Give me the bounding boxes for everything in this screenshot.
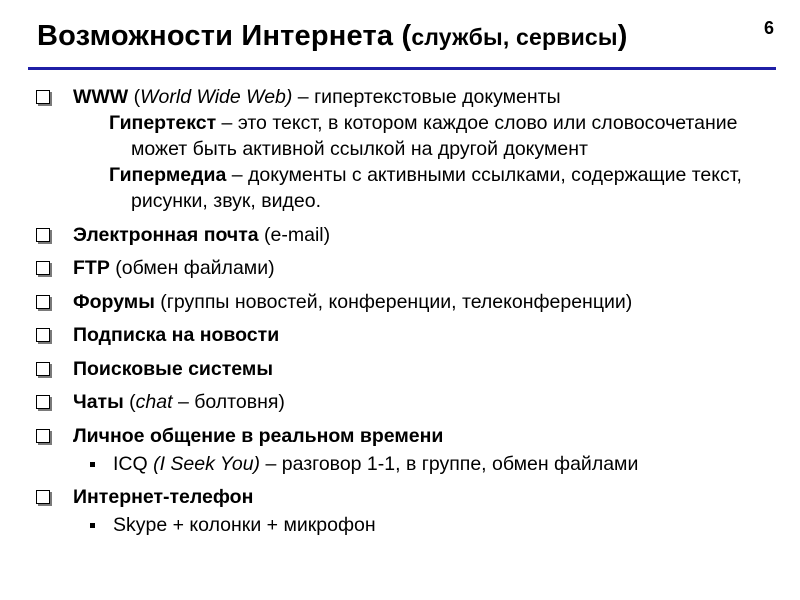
checkbox-bullet-icon: [36, 228, 50, 242]
slide-title: [37, 20, 628, 53]
checkbox-bullet-icon: [36, 362, 50, 376]
bullet-ftp: [33, 255, 778, 281]
bullet-www: [33, 84, 778, 214]
sub-term: Гипермедиа: [109, 164, 227, 186]
sub-text: – это текст, в котором каждое слово или словосочетание может быть активной ссылкой на другой документ: [131, 112, 738, 160]
bullet-term: FTP: [73, 257, 110, 279]
title-paren: службы, сервисы: [411, 24, 618, 50]
slide-number: 6: [763, 18, 774, 38]
sub-text: – разговор 1-1, в группе, обмен файлами: [260, 452, 639, 475]
bullet-text-italic: World Wide Web): [140, 86, 293, 108]
bullet-text-pre: (: [123, 391, 136, 413]
sub-text-italic: (I Seek You): [153, 452, 261, 475]
bullet-text: (группы новостей, конференции, телеконференции): [154, 290, 633, 313]
title-end: ): [617, 20, 628, 52]
sub-term: Гипертекст: [109, 112, 217, 134]
bullet-term: WWW: [73, 86, 129, 108]
bullet-term: Электронная почта: [73, 223, 259, 246]
title-main: Возможности Интернета (: [37, 20, 412, 52]
sub-bullet-icq: [73, 451, 778, 477]
checkbox-bullet-icon: [36, 429, 50, 443]
bullet-realtime: [33, 423, 778, 477]
bullet-search: [33, 356, 778, 382]
bullet-term: Подписка на новости: [73, 324, 280, 346]
bullet-term: Интернет-телефон: [73, 486, 254, 508]
checkbox-bullet-icon: [36, 395, 50, 409]
checkbox-bullet-icon: [36, 261, 50, 275]
square-bullet-icon: [90, 462, 95, 467]
bullet-chats: [33, 389, 778, 415]
bullet-forums: [33, 289, 778, 315]
bullet-term: Форумы: [73, 290, 155, 313]
bullet-list: [33, 84, 778, 538]
bullet-text: (обмен файлами): [109, 257, 275, 279]
sub-hypermedia: [91, 162, 778, 214]
sub-bullet-skype: [73, 512, 778, 538]
bullet-term: Чаты: [73, 391, 124, 413]
checkbox-bullet-icon: [36, 295, 50, 309]
checkbox-bullet-icon: [36, 490, 50, 504]
bullet-text-pre: (: [128, 86, 141, 108]
bullet-text: (e-mail): [258, 223, 331, 246]
sub-hypertext: [91, 110, 778, 162]
title-underline: [28, 67, 776, 70]
bullet-text: – гипертекстовые документы: [292, 86, 561, 108]
checkbox-bullet-icon: [36, 328, 50, 342]
bullet-text: – болтовня): [172, 391, 285, 413]
sub-text: Skype + колонки + микрофон: [113, 514, 376, 536]
bullet-term: Личное общение в реальном времени: [73, 424, 444, 447]
bullet-news: [33, 322, 778, 348]
bullet-text-italic: chat: [135, 391, 173, 413]
checkbox-bullet-icon: [36, 90, 50, 104]
sub-text-pre: ICQ: [113, 452, 154, 475]
bullet-email: [33, 222, 778, 248]
bullet-term: Поисковые системы: [73, 357, 273, 380]
square-bullet-icon: [90, 523, 95, 528]
sub-text: – документы с активными ссылками, содержащие текст, рисунки, звук, видео.: [131, 164, 742, 212]
bullet-phone: [33, 484, 778, 538]
